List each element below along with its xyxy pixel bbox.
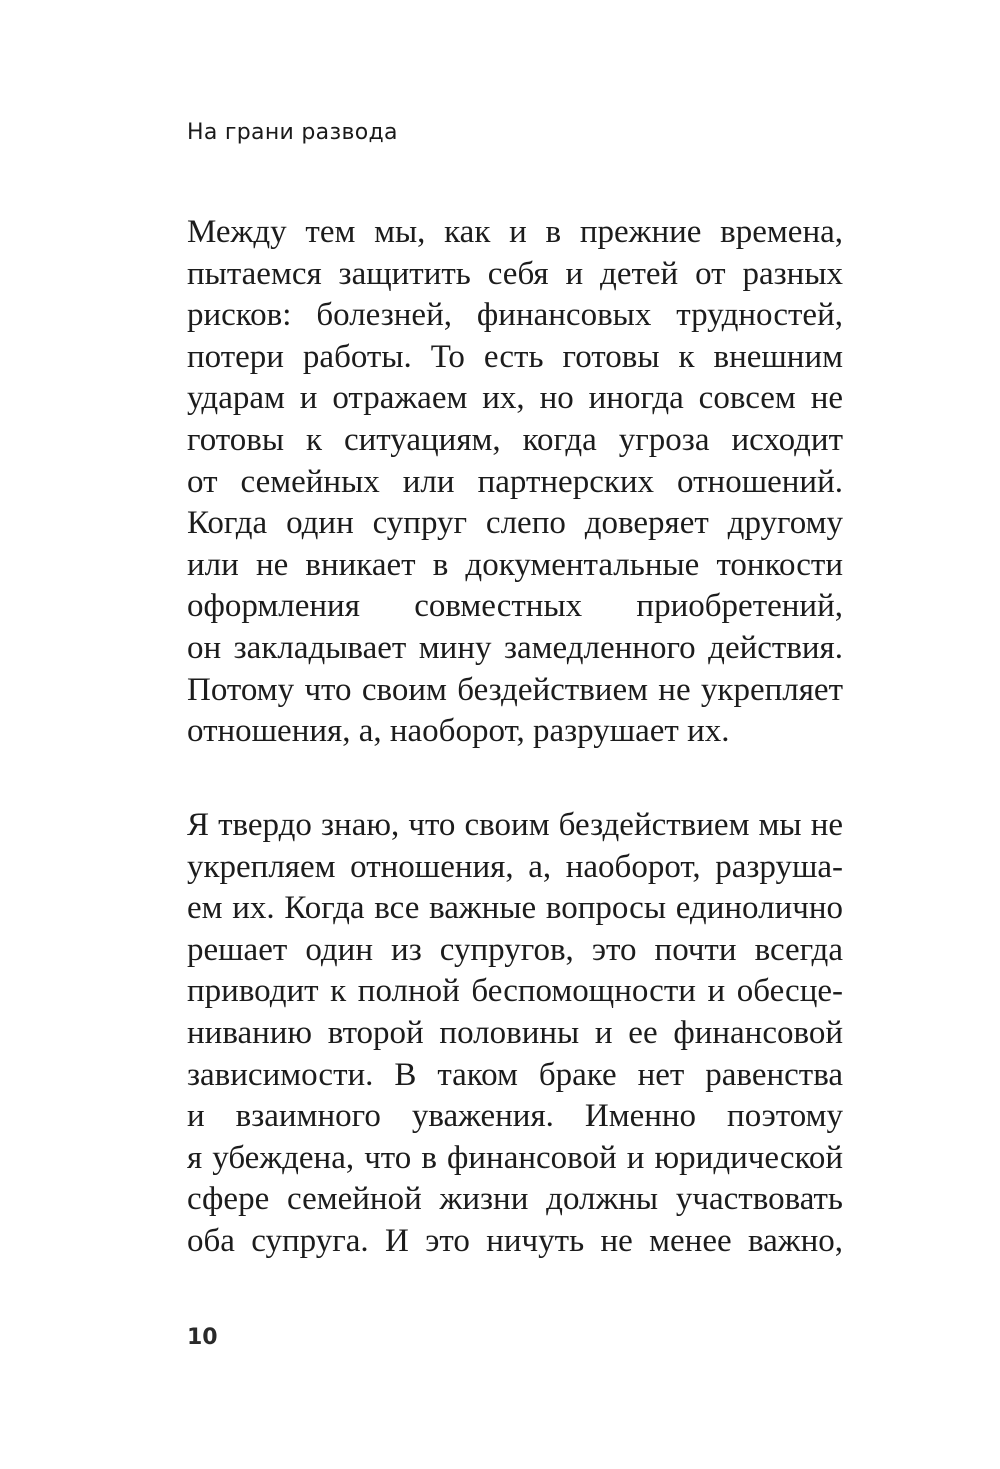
- text-line: пытаемся защитить себя и детей от разных: [187, 255, 843, 292]
- text-line: приводит к полной беспомощности и обесце-: [187, 973, 843, 1010]
- text-line: сфере семейной жизни должны участвовать: [187, 1181, 843, 1218]
- text-line: Потому что своим бездействием не укрепляет: [187, 671, 843, 708]
- text-line: Между тем мы, как и в прежние времена,: [187, 214, 843, 250]
- text-line: ем их. Когда все важные вопросы единолично: [187, 890, 843, 927]
- text-line: отношения, а, наоборот, разрушает их.: [187, 713, 730, 750]
- text-line: оформления совместных приобретений,: [187, 588, 843, 625]
- page-number: 10: [187, 1325, 218, 1350]
- paragraph-1: [187, 212, 843, 753]
- text-line: я убеждена, что в финансовой и юридической: [187, 1139, 843, 1176]
- text-line: Я твердо знаю, что своим бездействием мы не: [187, 807, 843, 843]
- text-line: ниванию второй половины и ее финансовой: [187, 1014, 843, 1051]
- text-line: решает один из супругов, это почти всегда: [187, 931, 843, 968]
- text-line: потери работы. То есть готовы к внешним: [187, 338, 843, 375]
- running-head: На грани развода: [187, 120, 398, 145]
- paragraph-2: [187, 805, 843, 1263]
- text-line: или не вникает в документальные тонкости: [187, 546, 843, 583]
- text-line: ударам и отражаем их, но иногда совсем не: [187, 380, 843, 417]
- text-line: укрепляем отношения, а, наоборот, разруша-: [187, 848, 843, 885]
- text-line: оба супруга. И это ничуть не менее важно,: [187, 1222, 843, 1259]
- text-line: и взаимного уважения. Именно поэтому: [187, 1098, 843, 1135]
- text-line: он закладывает мину замедленного действия.: [187, 629, 843, 666]
- text-line: рисков: болезней, финансовых трудностей,: [187, 297, 843, 334]
- text-line: зависимости. В таком браке нет равенства: [187, 1056, 843, 1093]
- text-line: от семейных или партнерских отношений.: [187, 463, 843, 500]
- text-line: готовы к ситуациям, когда угроза исходит: [187, 421, 843, 458]
- text-line: Когда один супруг слепо доверяет другому: [187, 505, 843, 542]
